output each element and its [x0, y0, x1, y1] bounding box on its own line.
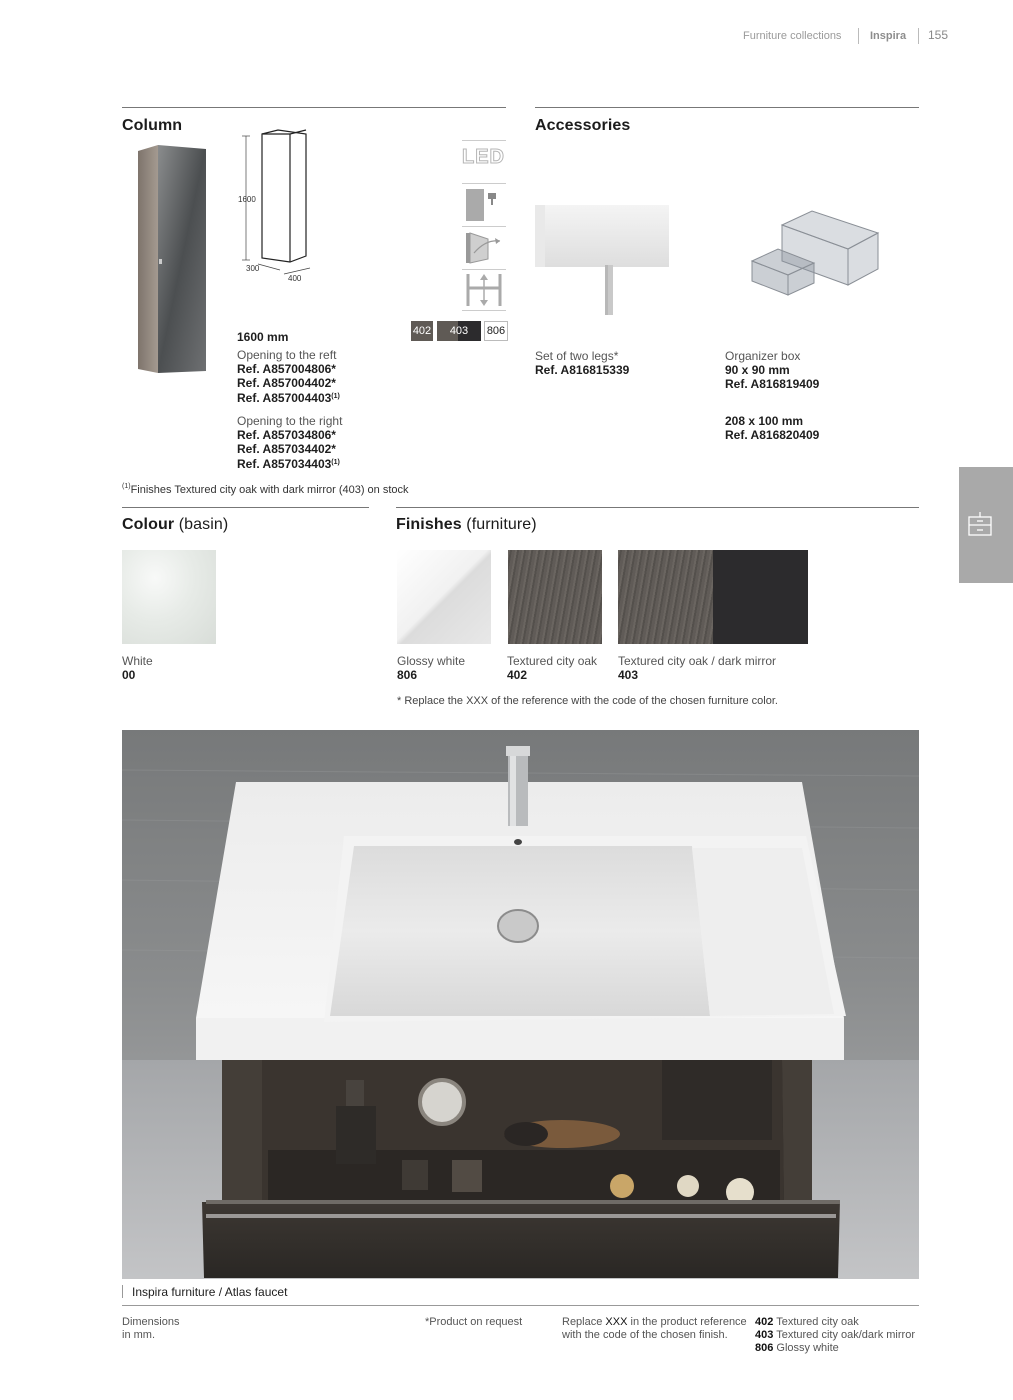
opening-left-label: Opening to the reft [237, 348, 337, 362]
footer-rule [122, 1305, 919, 1306]
organizer-ref-2: Ref. A816820409 [725, 428, 820, 443]
page-number: 155 [928, 28, 949, 42]
accessories-title: Accessories [535, 117, 631, 134]
colour-swatch-white [122, 550, 216, 644]
organizer-name: Organizer box [725, 349, 801, 363]
footer-finish-legend: 402 Textured city oak 403 Textured city oak/dark mirror 806 Glossy white [755, 1316, 915, 1354]
finish-chip-806: 806 [484, 321, 508, 341]
finish-code: 402 [507, 668, 528, 683]
finish-code: 806 [397, 668, 418, 683]
finish-chip-403: 403 [437, 321, 481, 341]
section-rule [535, 107, 919, 108]
ref-right-806: Ref. A857034806* [237, 428, 336, 443]
ref-right-402: Ref. A857034402* [237, 442, 336, 457]
finish-name: Glossy white [397, 654, 466, 668]
legs-ref: Ref. A816815339 [535, 363, 630, 377]
header-divider [858, 28, 859, 44]
wall-mount-icon [462, 187, 506, 223]
footer-replace-note: Replace XXX in the product reference with the code of the chosen finish. [562, 1316, 747, 1341]
organizer-ref-1: Ref. A816819409 [725, 377, 820, 392]
section-rule [396, 507, 919, 508]
led-icon: LED [462, 146, 505, 168]
height-adjust-icon [462, 272, 506, 308]
colour-name: White [122, 654, 153, 668]
legs-name: Set of two legs* [535, 349, 619, 363]
ref-left-402: Ref. A857004402* [237, 376, 336, 391]
ref-left-806: Ref. A857004806* [237, 362, 336, 377]
header-series: Inspira [870, 30, 907, 42]
section-rule [122, 107, 506, 108]
finish-item [507, 654, 597, 682]
column-cabinet-photo [136, 145, 212, 375]
finish-item [397, 654, 465, 682]
photo-caption: Inspira furniture / Atlas faucet [132, 1285, 288, 1299]
column-size: 1600 mm [237, 330, 289, 344]
organizer-size-2: 208 x 100 mm [725, 414, 804, 428]
door-opening-icon [462, 229, 506, 267]
column-title: Column [122, 117, 183, 134]
column-footnote: $^{(1)}$Finishes Textured city oak with dark mirror (403) on stock [122, 483, 409, 496]
finish-chip-402: 402 [411, 321, 433, 341]
organizer-details [725, 349, 819, 392]
colour-title: Colour (basin) [122, 516, 229, 533]
organizer-details-2 [725, 414, 819, 442]
colour-code: 00 [122, 668, 136, 683]
column-left-refs [237, 348, 340, 405]
section-rule [122, 507, 369, 508]
side-tab[interactable] [959, 467, 1013, 583]
finish-name: Textured city oak [507, 654, 598, 668]
ref-right-403: Ref. A857034403 [237, 456, 332, 471]
dim-width: 400 [288, 274, 302, 283]
opening-right-label: Opening to the right [237, 414, 343, 428]
footnote-mark: (1) [331, 458, 340, 466]
footnote-mark: (1) [331, 392, 340, 400]
colour-item [122, 654, 153, 682]
organizer-box-photo [742, 205, 882, 301]
column-right-refs [237, 414, 342, 471]
inspira-product-photo [122, 730, 919, 1279]
ref-left-403: Ref. A857004403 [237, 390, 332, 405]
finish-swatch-textured-city-oak [508, 550, 602, 644]
finish-name: Textured city oak / dark mirror [618, 654, 777, 668]
header-collection: Furniture collections [743, 30, 842, 42]
vanity-cabinet-icon [967, 511, 993, 537]
dim-height: 1600 [238, 195, 256, 204]
legs-photo [535, 205, 670, 317]
finish-swatch-city-oak-dark-mirror [618, 550, 808, 644]
footer-dimensions: Dimensions in mm. [122, 1316, 180, 1341]
footer-product-note: *Product on request [425, 1316, 523, 1328]
dim-depth: 300 [246, 264, 260, 273]
finishes-title: Finishes (furniture) [396, 516, 537, 533]
finish-item [618, 654, 776, 682]
finishes-note: * Replace the XXX of the reference with the code of the chosen furniture color. [397, 695, 778, 707]
finish-code: 403 [618, 668, 639, 683]
finish-swatch-glossy-white [397, 550, 491, 644]
organizer-size-1: 90 x 90 mm [725, 363, 790, 378]
header-divider [918, 28, 919, 44]
